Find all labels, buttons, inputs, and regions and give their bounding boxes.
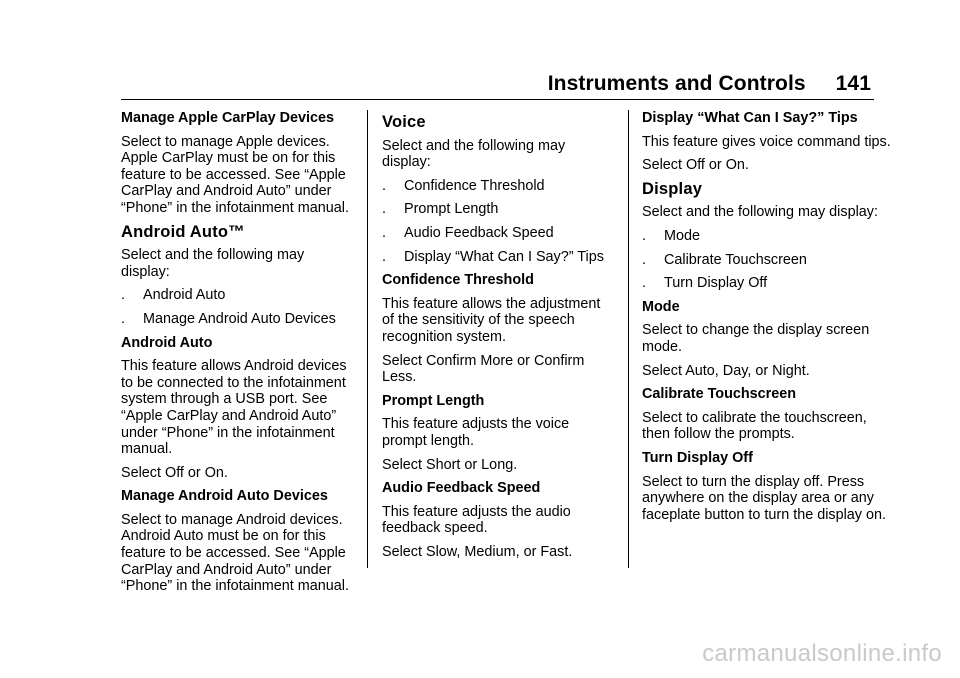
list-item: . Android Auto	[121, 287, 226, 304]
page-number: 141	[835, 72, 871, 95]
display-list	[642, 228, 892, 292]
bullet: .	[121, 310, 125, 327]
section-title: Instruments and Controls	[547, 72, 806, 95]
column-3	[642, 110, 892, 530]
paragraph-manage-carplay: Select to manage Apple devices. Apple CarPlay must be on for this feature to be accessed. See “Apple CarPlay and Android Auto” under “Phone” in the infotainment manual.	[121, 133, 349, 216]
header-rule	[121, 99, 874, 100]
column-divider-2	[628, 110, 629, 568]
column-2	[382, 110, 610, 567]
list-item: . Confidence Threshold	[382, 177, 545, 194]
subheading-confidence: Confidence Threshold	[382, 272, 534, 289]
column-1	[121, 110, 353, 602]
paragraph-android-select: Select Off or On.	[121, 464, 228, 481]
list-item: . Audio Feedback Speed	[382, 224, 554, 241]
subheading-manage-android: Manage Android Auto Devices	[121, 488, 328, 505]
paragraph-android-intro: Select and the following may display:	[121, 247, 305, 280]
subheading-turn-display-off: Turn Display Off	[642, 449, 753, 466]
paragraph-confidence: This feature allows the adjustment of the sensitivity of the speech recognition system.	[382, 295, 601, 345]
heading-voice: Voice	[382, 113, 426, 131]
bullet: .	[121, 287, 125, 304]
paragraph-turn-display-off: Select to turn the display off. Press anywhere on the display area or any faceplate button to turn the display on.	[642, 473, 887, 523]
page-header	[548, 72, 871, 96]
heading-android-auto: Android Auto™	[121, 222, 245, 241]
list-item: . Calibrate Touchscreen	[642, 251, 807, 268]
paragraph-display-intro: Select and the following may display:	[642, 204, 878, 221]
bullet: .	[382, 248, 386, 265]
list-item: . Manage Android Auto Devices	[121, 310, 336, 327]
paragraph-android-auto: This feature allows Android devices to be connected to the infotainment system through a USB port. See “Apple CarPlay and Android Auto” under “Phone” in the infotainment manual.	[121, 358, 347, 458]
list-item: . Prompt Length	[382, 201, 499, 218]
bullet: .	[382, 201, 386, 218]
paragraph-prompt-length: This feature adjusts the voice prompt length.	[382, 416, 570, 449]
paragraph-calibrate: Select to calibrate the touchscreen, then follow the prompts.	[642, 409, 867, 443]
android-list	[121, 287, 353, 327]
paragraph-tips-select: Select Off or On.	[642, 157, 749, 174]
list-item: . Display “What Can I Say?” Tips	[382, 248, 604, 265]
bullet: .	[642, 251, 646, 268]
voice-list	[382, 178, 610, 265]
subheading-display-tips: Display “What Can I Say?” Tips	[642, 110, 858, 126]
bullet: .	[382, 177, 386, 194]
paragraph-manage-android: Select to manage Android devices. Android Auto must be on for this feature to be accessed. See “Apple CarPlay and Android Auto” under “Phone” in the infotainment manual.	[121, 511, 349, 595]
bullet: .	[382, 224, 386, 241]
paragraph-voice-intro: Select and the following may display:	[382, 137, 566, 171]
paragraph-prompt-select: Select Short or Long.	[382, 456, 518, 473]
list-item: . Turn Display Off	[642, 275, 768, 292]
heading-display: Display	[642, 179, 703, 198]
paragraph-confidence-select: Select Confirm More or Confirm Less.	[382, 352, 585, 386]
bullet: .	[642, 275, 646, 292]
subheading-calibrate: Calibrate Touchscreen	[642, 386, 797, 403]
paragraph-mode: Select to change the display screen mode.	[642, 322, 870, 355]
watermark: carmanualsonline.info	[702, 640, 942, 667]
subheading-android-auto: Android Auto	[121, 334, 213, 351]
subheading-mode: Mode	[642, 298, 680, 315]
paragraph-audio-select: Select Slow, Medium, or Fast.	[382, 543, 573, 560]
subheading-audio-feedback: Audio Feedback Speed	[382, 480, 541, 497]
subheading-prompt-length: Prompt Length	[382, 392, 485, 409]
paragraph-display-tips: This feature gives voice command tips.	[642, 133, 891, 150]
bullet: .	[642, 227, 646, 244]
list-item: . Mode	[642, 227, 700, 244]
subheading-manage-carplay: Manage Apple CarPlay Devices	[121, 110, 335, 126]
paragraph-mode-select: Select Auto, Day, or Night.	[642, 362, 810, 379]
column-divider-1	[367, 110, 368, 568]
paragraph-audio-feedback: This feature adjusts the audio feedback speed.	[382, 503, 571, 537]
